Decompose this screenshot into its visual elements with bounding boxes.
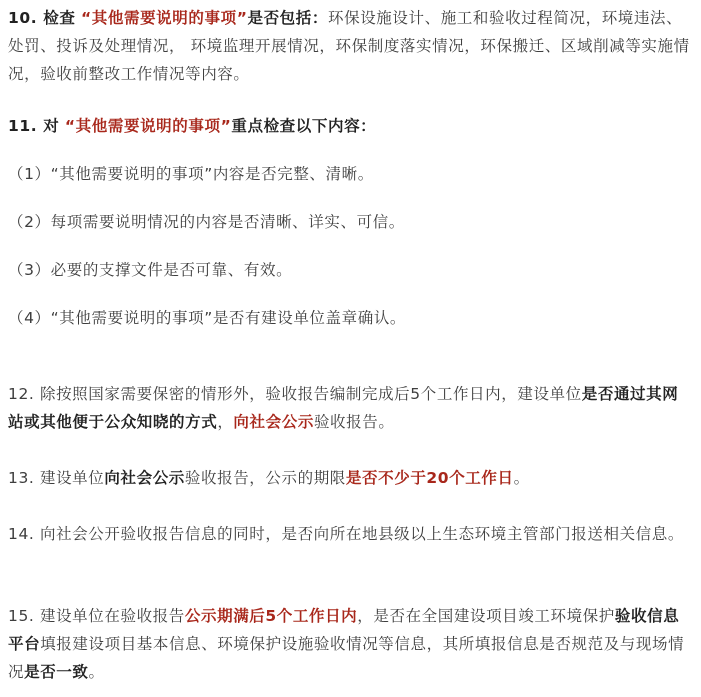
item-13-text-a: 13. 建设单位 <box>8 469 105 487</box>
item-13-text-e: 。 <box>513 469 530 487</box>
item-13-highlight: 是否不少于20个工作日 <box>345 469 514 487</box>
sub-item-3: （3）必要的支撑文件是否可靠、有效。 <box>8 261 293 279</box>
item-12-text-e: 验收报告。 <box>313 413 395 431</box>
item-15-text-a: 15. 建设单位在验收报告 <box>8 607 185 625</box>
item-10-number: 10. 检查 <box>8 9 76 27</box>
item-12-text-a: 12. 除按照国家需要保密的情形外，验收报告编制完成后5个工作日内，建设单位 <box>8 385 582 403</box>
item-14: 14. 向社会公开验收报告信息的同时，是否向所在地县级以上生态环境主管部门报送相关信息。 <box>8 525 684 543</box>
item-15 <box>8 602 692 686</box>
item-12-bold: 是否通过其网站或其他便于公众知晓的方式 <box>8 385 679 431</box>
item-15-highlight: 公示期满后5个工作日内 <box>184 607 358 625</box>
sub-item-4: （4）“其他需要说明的事项”是否有建设单位盖章确认。 <box>8 309 407 327</box>
item-10-highlight: “其他需要说明的事项” <box>81 9 248 27</box>
item-13-text-c: 验收报告，公示的期限 <box>184 469 346 487</box>
item-15-text-g: 。 <box>88 663 105 681</box>
item-12 <box>8 380 692 436</box>
item-11 <box>8 112 692 140</box>
sub-item-2: （2）每项需要说明情况的内容是否清晰、详实、可信。 <box>8 213 405 231</box>
sub-item-1: （1）“其他需要说明的事项”内容是否完整、清晰。 <box>8 165 374 183</box>
item-12-text-c: ， <box>217 413 234 431</box>
item-12-highlight: 向社会公示 <box>233 413 314 431</box>
item-15-text-c: ，是否在全国建设项目竣工环境保护 <box>357 607 615 625</box>
item-15-bold-consistent: 是否一致 <box>24 663 89 681</box>
item-15-text-e: 填报建设项目基本信息、环境保护设施验收情况等信息，其所填报信息是否规范及与现场情况 <box>8 635 685 681</box>
item-13-bold: 向社会公示 <box>104 469 185 487</box>
item-13 <box>8 464 692 492</box>
item-11-bold: 重点检查以下内容： <box>231 117 377 135</box>
item-11-highlight: “其他需要说明的事项” <box>64 117 232 135</box>
item-10-text: 环保设施设计、施工和验收过程简况，环境违法、处罚、投诉及处理情况， 环境监理开展情况，环保制度落实情况，环保搬迁、区域削减等实施情况，验收前整改工作情况等内容。 <box>8 9 690 83</box>
item-10 <box>8 4 692 88</box>
item-11-number: 11. 对 <box>8 117 60 135</box>
item-15-bold-platform: 验收信息平台 <box>8 607 680 653</box>
item-10-bold: 是否包括： <box>247 9 328 27</box>
